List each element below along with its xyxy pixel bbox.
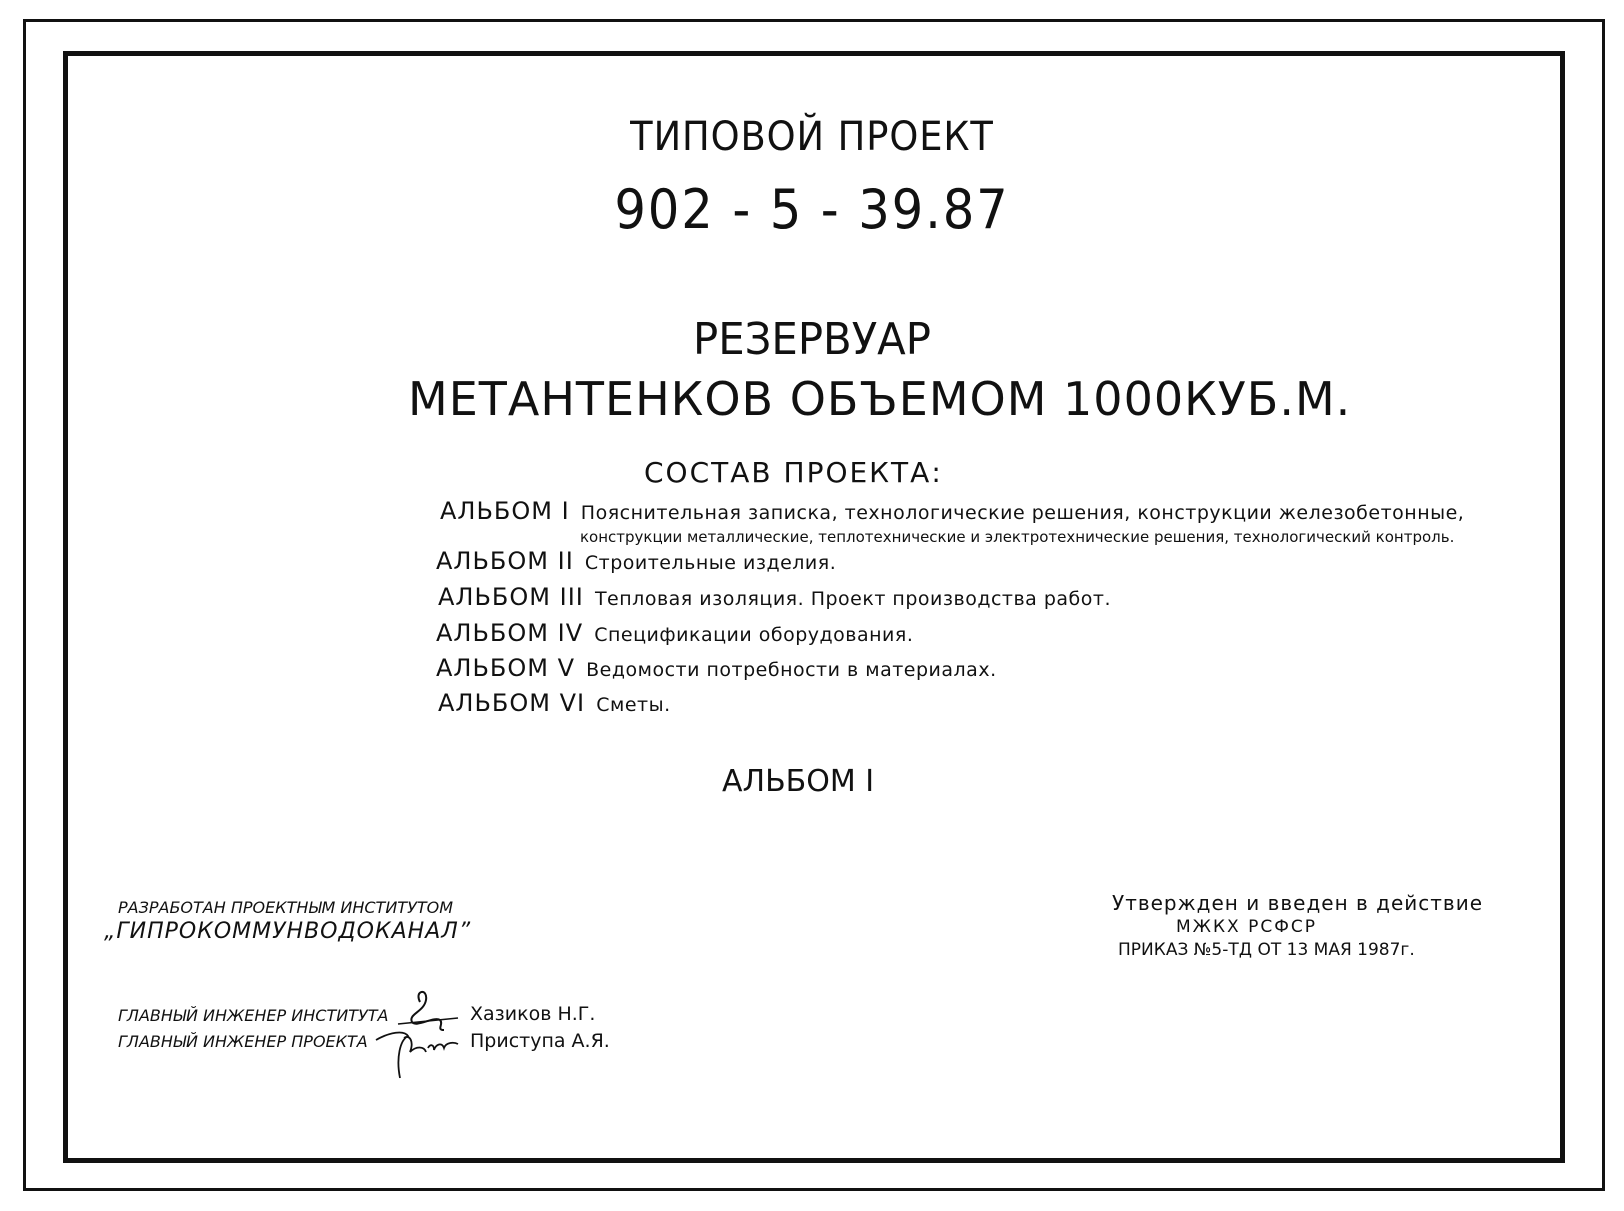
album-description: Пояснительная записка, технологические решения, конструкции железобетонные,: [580, 502, 1465, 524]
album-description: Тепловая изоляция. Проект производства работ.: [594, 588, 1111, 610]
album-description-continued: конструкции металлические, теплотехнические и электротехнические решения, технологический контроль.: [580, 528, 1455, 546]
album-label: АЛЬБОМ III: [438, 583, 584, 611]
album-label: АЛЬБОМ II: [436, 547, 574, 575]
album-label: АЛЬБОМ VI: [438, 689, 586, 717]
project-number: 902 - 5 - 39.87: [614, 178, 1010, 241]
album-row-3: [438, 583, 1111, 611]
album-description: Спецификации оборудования.: [594, 624, 914, 646]
approval-line-3: ПРИКАЗ №5-ТД ОТ 13 МАЯ 1987г.: [1118, 940, 1415, 960]
approval-line-1: Утвержден и введен в действие: [1112, 891, 1484, 915]
album-row-1: [440, 497, 1464, 525]
album-label: АЛЬБОМ V: [436, 654, 576, 682]
handwritten-signature-2: [370, 1018, 470, 1084]
signatory-name-2: Приступа А.Я.: [470, 1030, 610, 1052]
signatory-name-1: Хазиков Н.Г.: [470, 1003, 596, 1025]
album-description: Сметы.: [596, 694, 671, 716]
album-label: АЛЬБОМ I: [440, 497, 570, 525]
album-label: АЛЬБОМ IV: [436, 619, 584, 647]
album-row-2: [436, 547, 836, 575]
current-album-label: АЛЬБОМ I: [722, 764, 875, 799]
object-title-line-1: РЕЗЕРВУАР: [692, 314, 931, 365]
composition-heading: СОСТАВ ПРОЕКТА:: [644, 456, 943, 489]
album-row-6: [438, 689, 671, 717]
signatory-role-1: ГЛАВНЫЙ ИНЖЕНЕР ИНСТИТУТА: [118, 1006, 389, 1025]
object-title-line-2: МЕТАНТЕНКОВ ОБЪЕМОМ 1000КУБ.М.: [408, 372, 1352, 426]
developer-label: РАЗРАБОТАН ПРОЕКТНЫМ ИНСТИТУТОМ: [118, 898, 453, 917]
signatory-role-2: ГЛАВНЫЙ ИНЖЕНЕР ПРОЕКТА: [118, 1032, 368, 1051]
document-type-title: ТИПОВОЙ ПРОЕКТ: [630, 114, 994, 160]
album-description: Ведомости потребности в материалах.: [586, 659, 997, 681]
album-row-4: [436, 619, 913, 647]
album-description: Строительные изделия.: [584, 552, 837, 574]
album-row-5: [436, 654, 997, 682]
approval-line-2: МЖКХ РСФСР: [1176, 917, 1317, 937]
developer-organization: „ГИПРОКОММУНВОДОКАНАЛ”: [104, 919, 472, 944]
